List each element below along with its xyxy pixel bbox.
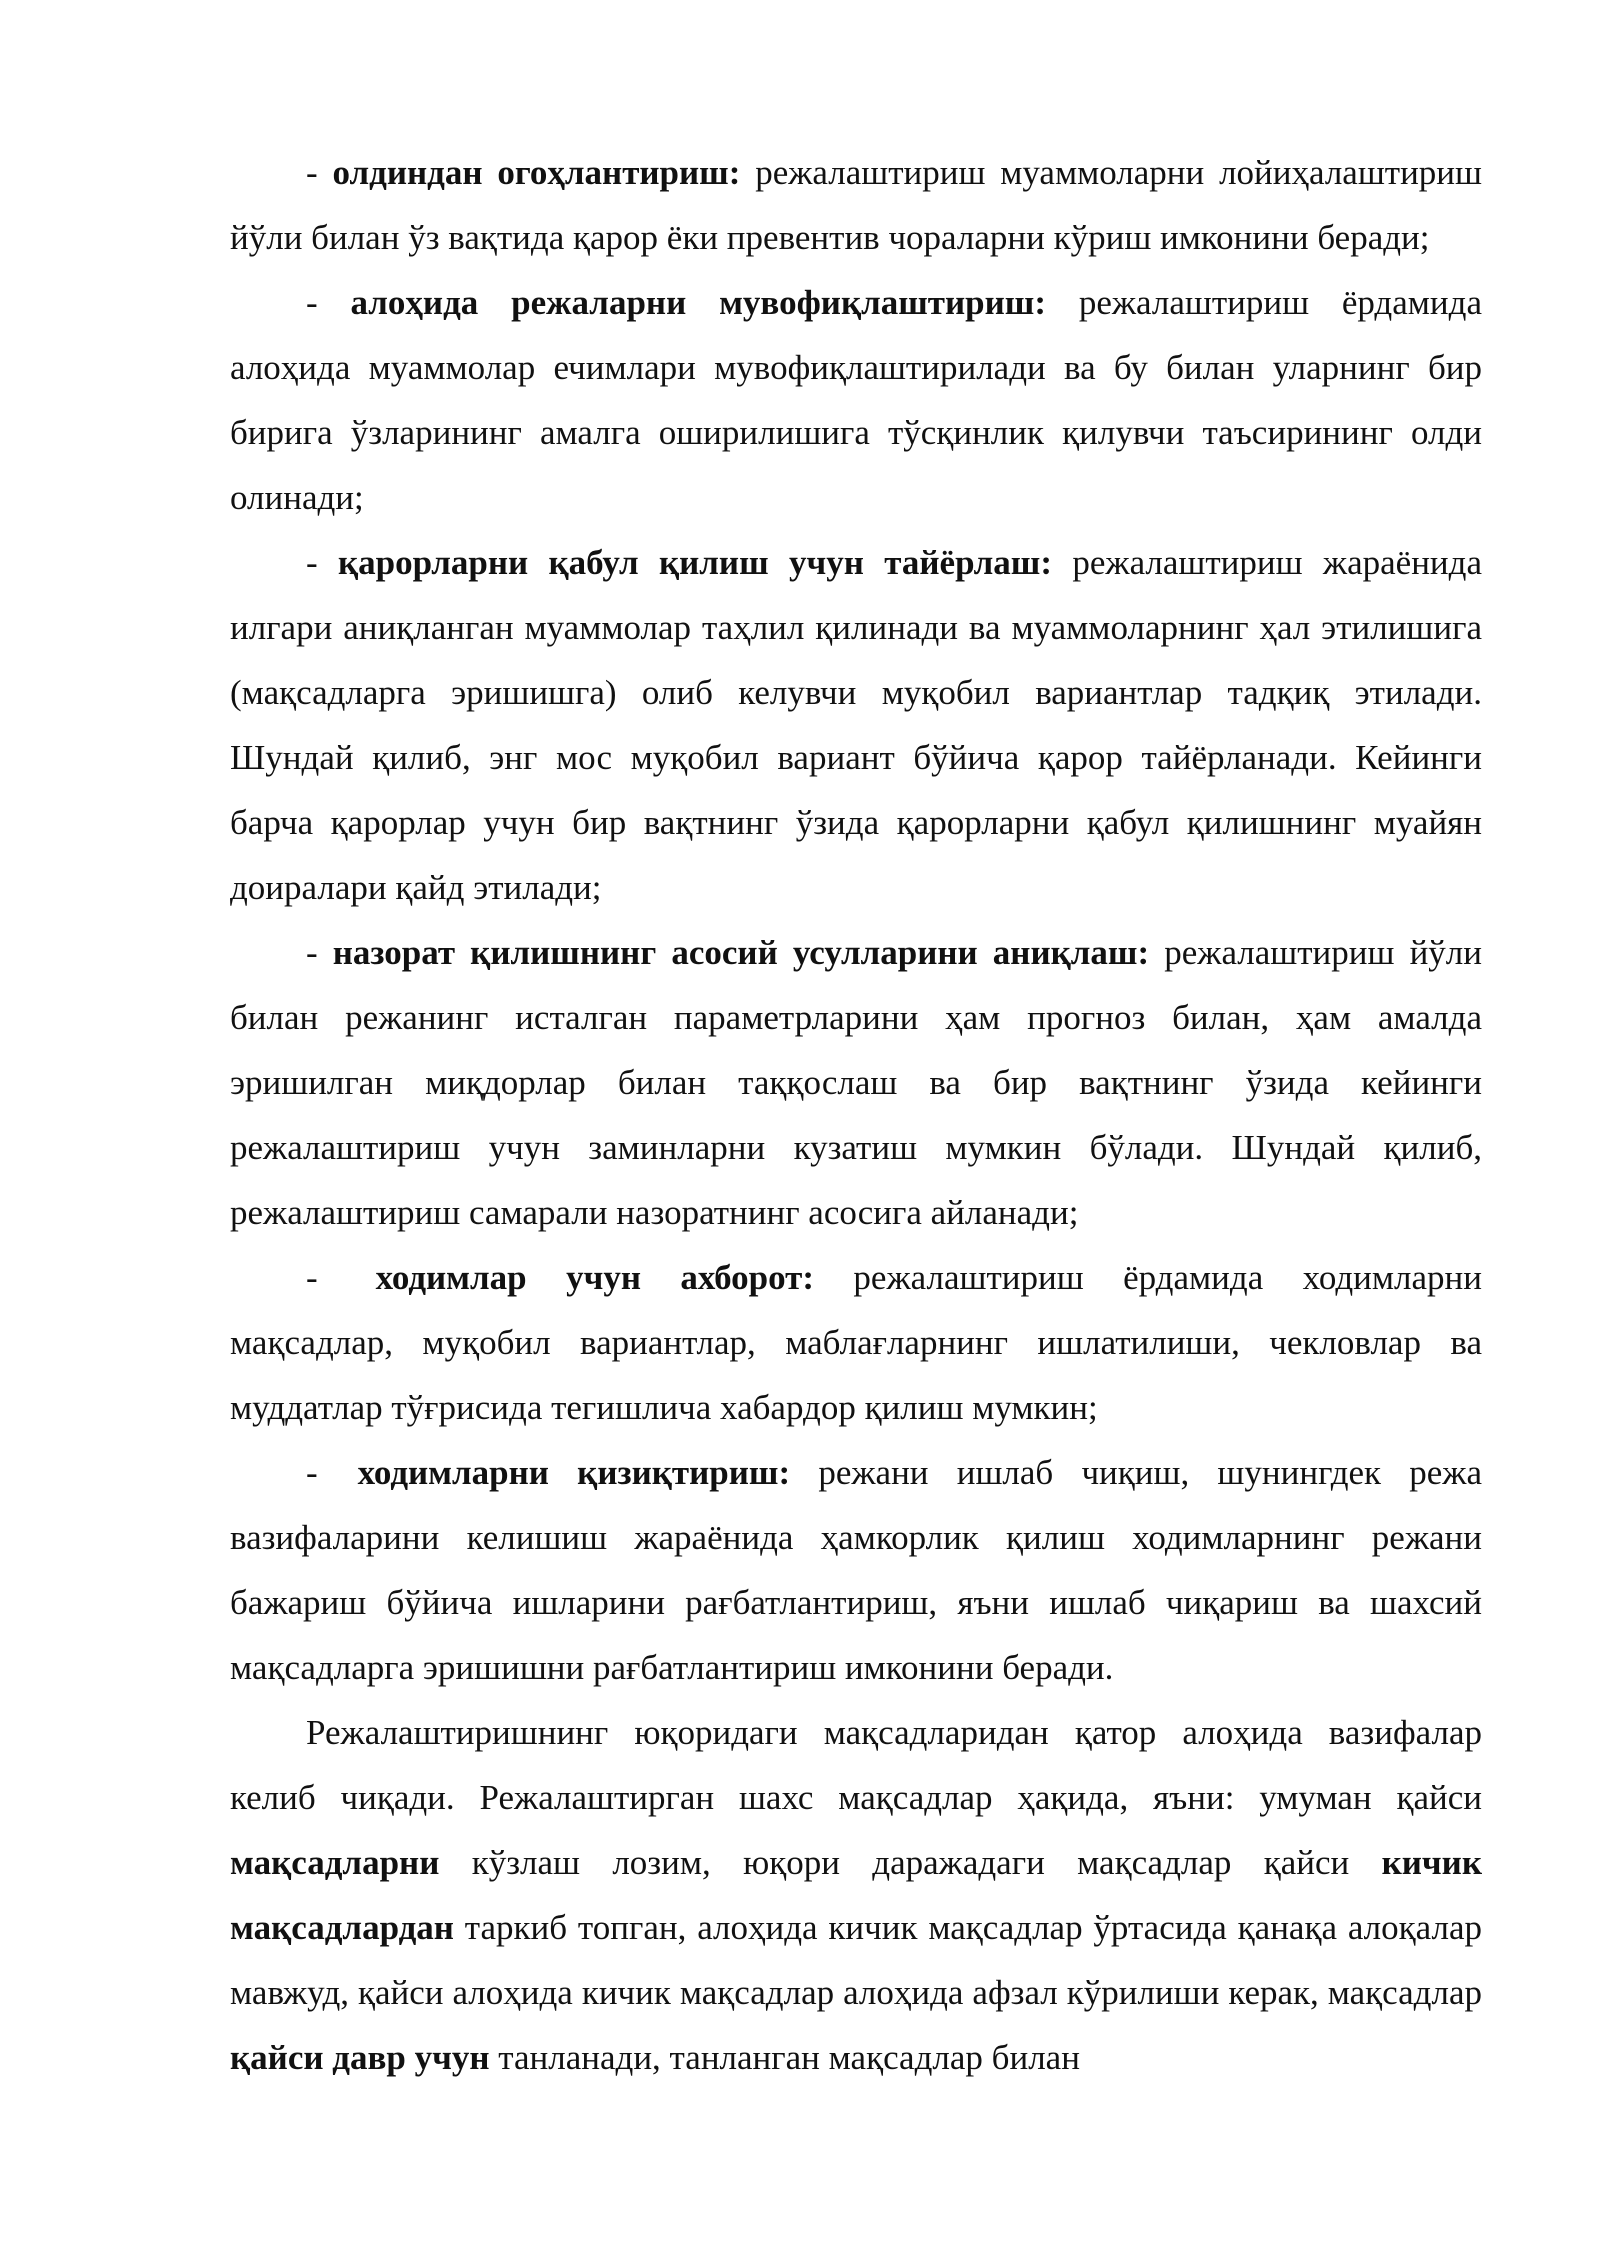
- term-heading: алоҳида режаларни мувофиқлаштириш:: [350, 283, 1046, 322]
- paragraph-staff-motivation: [230, 1440, 1482, 1700]
- paragraph-text: режалаштириш йўли билан режанинг исталган параметрларини ҳам прогноз билан, ҳам амалда эришилган миқдорлар билан таққослаш ва бир вақтнинг ўзида кейинги режалаштириш учун заминларни кузатиш мумкин бўлади. Шундай қилиб, режалаштириш самарали назоратнинг асосига айланади;: [230, 933, 1482, 1232]
- paragraph-text: режани ишлаб чиқиш, шунингдек режа вазифаларини келишиш жараёнида ҳамкорлик қилиш ходимларнинг режани бажариш бўйича ишларини рағбатлантириш, яъни ишлаб чиқариш ва шахсий мақсадларга эришишни рағбатлантириш имконини беради.: [230, 1453, 1482, 1687]
- term-heading: назорат қилишнинг асосий усулларини аниқлаш:: [332, 933, 1150, 972]
- term-heading: ходимлар учун ахборот:: [375, 1258, 814, 1297]
- paragraph-text: таркиб топган, алоҳида кичик мақсадлар ўртасида қанақа алоқалар мавжуд, қайси алоҳида кичик мақсадлар алоҳида афзал кўрилиши керак, мақсадлар: [230, 1908, 1482, 2012]
- paragraph-planning-tasks: [230, 1700, 1482, 2090]
- term-heading: олдиндан огоҳлантириш:: [332, 153, 741, 192]
- paragraph-text: режалаштириш ёрдамида ходимларни мақсадлар, муқобил вариантлар, маблағларнинг ишлатилиши, чекловлар ва муддатлар тўғрисида тегишлича хабардор қилиш мумкин;: [230, 1258, 1482, 1427]
- document-page: [230, 140, 1482, 2090]
- paragraph-coordination: [230, 270, 1482, 530]
- list-dash: -: [306, 933, 333, 972]
- paragraph-forewarning: [230, 140, 1482, 270]
- list-dash: -: [306, 283, 351, 322]
- paragraph-text: Режалаштиришнинг юқоридаги мақсадларидан қатор алоҳида вазифалар келиб чиқади. Режалаштирган шахс мақсадлар ҳақида, яъни: умуман қайси: [230, 1713, 1482, 1817]
- bold-phrase: мақсадларни: [230, 1843, 440, 1882]
- list-dash: -: [306, 153, 333, 192]
- term-heading: қарорларни қабул қилиш учун тайёрлаш:: [338, 543, 1052, 582]
- paragraph-text: танланади, танланган мақсадлар билан: [489, 2038, 1080, 2077]
- term-heading: ходимларни қизиқтириш:: [357, 1453, 791, 1492]
- paragraph-text: режалаштириш ёрдамида алоҳида муаммолар ечимлари мувофиқлаштирилади ва бу билан уларнинг бир бирига ўзларининг амалга оширилишига тўсқинлик қилувчи таъсирининг олди олинади;: [230, 283, 1482, 517]
- paragraph-staff-information: [230, 1245, 1482, 1440]
- bold-phrase: кичик мақсадлардан: [230, 1843, 1482, 1947]
- list-dash: -: [306, 1258, 318, 1297]
- paragraph-text: кўзлаш лозим, юқори даражадаги мақсадлар қайси: [439, 1843, 1382, 1882]
- paragraph-text: режалаштириш жараёнида илгари аниқланган муаммолар таҳлил қилинади ва муаммоларнинг ҳал этилишига (мақсадларга эришишга) олиб келувчи муқобил вариантлар тадқиқ этилади. Шундай қилиб, энг мос муқобил вариант бўйича қарор тайёрланади. Кейинги барча қарорлар учун бир вақтнинг ўзида қарорларни қабул қилишнинг муайян доиралари қайд этилади;: [230, 543, 1482, 907]
- bold-phrase: қайси давр учун: [230, 2038, 490, 2077]
- paragraph-decision-preparation: [230, 530, 1482, 920]
- list-dash: -: [306, 543, 339, 582]
- paragraph-control-methods: [230, 920, 1482, 1245]
- list-dash: -: [306, 1453, 318, 1492]
- paragraph-text: режалаштириш муаммоларни лойиҳалаштириш йўли билан ўз вақтида қарор ёки превентив чораларни кўриш имконини беради;: [230, 153, 1482, 257]
